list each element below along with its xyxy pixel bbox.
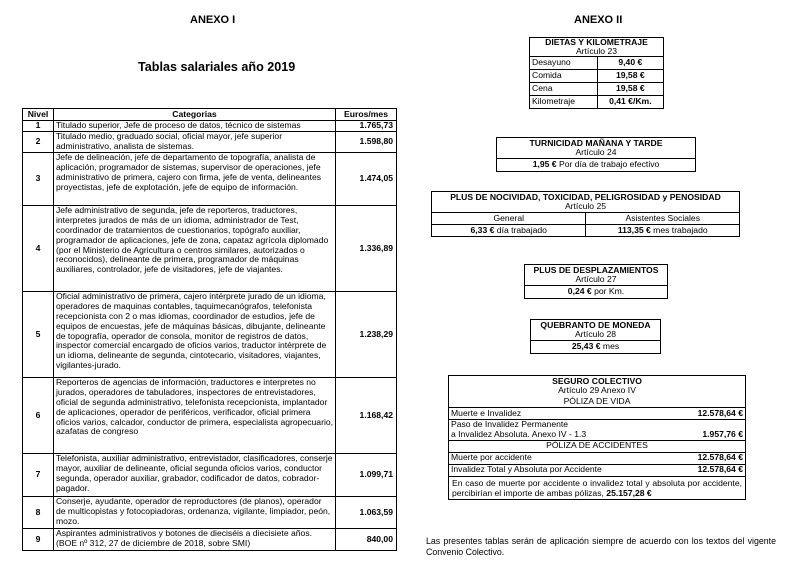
row-level: 1 — [23, 121, 54, 132]
seguro-nota: En caso de muerte por accidente o invalidez total y absoluta por accidente, percibirían el importe de ambas pólizas, — [452, 477, 742, 499]
dietas-item-label: Desayuno — [530, 57, 598, 70]
header-euros: Euros/mes — [336, 109, 397, 121]
nocividad-article: Artículo 25 — [564, 201, 607, 212]
nocividad-desc-asistentes: mes trabajado — [650, 224, 708, 235]
annex-i-heading: ANEXO I — [190, 14, 236, 26]
dietas-item-label: Cena — [530, 83, 598, 96]
desplazamientos-desc: por Km. — [591, 286, 625, 297]
quebranto-moneda-table — [530, 319, 661, 354]
turnicidad-amount: 1,95 € — [532, 159, 557, 170]
table-row — [23, 132, 397, 153]
row-value: 1.099,71 — [336, 454, 397, 497]
dietas-item-label: Comida — [530, 70, 598, 83]
plus-nocividad-table — [431, 191, 740, 237]
desplazamientos-amount: 0,24 € — [567, 286, 592, 297]
table-row — [23, 121, 397, 132]
row-value: 1.765,73 — [336, 121, 397, 132]
row-categories: Jefe de delineación, jefe de departamento de topografía, analista de aplicación, programador de sistemas, supervisor de operaciones, jefe administrativo de primera, cajero con firma, jefe de venta, delineantes proyectistas, jefe de explotación, jefe de equipo de información. — [53, 153, 335, 206]
seguro-nota-value: 25.157,28 € — [606, 488, 652, 499]
turnicidad-article: Artículo 24 — [575, 147, 617, 158]
row-categories: Jefe administrativo de segunda, jefe de reporteros, traductores, interpretes jurados de más de un idioma, administrador de Test, coordinador de tratamientos de cuestionarios, topógrafo auxiliar, programador de aplicaciones, jefe de zona, capataz agrícola diplomado (por el Ministerio de Agricultura o centros similares, autorizados o reconocidos), delineante de primera, programador de máquinas auxiliares, controlador, jefe de visitadores, jefe de viajantes. — [53, 206, 335, 292]
annex-ii-heading: ANEXO II — [574, 14, 623, 26]
row-categories: Conserje, ayudante, operador de reproductores (de planos), operador de multicopistas y fotocopiadoras, ordenanza, vigilante, limpiador, peón, mozo. — [53, 497, 335, 529]
header-categories: Categorias — [53, 109, 335, 121]
desplazamientos-title: PLUS DE DESPLAZAMIENTOS — [533, 265, 659, 275]
muerte-invalidez-value: 12.578,64 € — [674, 408, 746, 420]
quebranto-title: QUEBRANTO DE MONEDA — [540, 320, 651, 330]
dietas-item-value: 9,40 € — [597, 57, 663, 70]
table-row — [23, 206, 397, 292]
salary-table-header — [23, 109, 397, 121]
dietas-item-value: 0,41 €/Km. — [597, 96, 663, 109]
row-level: 2 — [23, 132, 54, 153]
row-value: 1.474,05 — [336, 153, 397, 206]
row-level: 5 — [23, 292, 54, 378]
row-value: 1.598,80 — [336, 132, 397, 153]
row-level: 4 — [23, 206, 54, 292]
table-row — [23, 153, 397, 206]
row-categories: Aspirantes administrativos y botones de dieciséis a diecisiete años. (BOE nº 312, 27 de diciembre de 2018, sobre SMI) — [53, 529, 335, 551]
seguro-title: SEGURO COLECTIVO — [552, 376, 642, 386]
row-level: 6 — [23, 378, 54, 454]
nocividad-value-general: 6,33 € — [470, 224, 495, 235]
poliza-accidentes-title: PÓLIZA DE ACCIDENTES — [449, 440, 746, 452]
row-level: 3 — [23, 153, 54, 206]
row-categories: Titulado superior, Jefe de proceso de datos, técnico de sistemas — [53, 121, 335, 132]
row-categories: Reporteros de agencias de información, traductores e interpretes no jurados, operadores de tabuladores, inspectores de entrevistadores, oficial de segunda administrativo, telefonista recepcionista, implantador de aplicaciones, operador de periféricos, verificador, oficial primera oficios varios, calcador, conductor de primera, especialista agropecuario, azafatas de congreso — [53, 378, 335, 454]
table-row — [23, 378, 397, 454]
dietas-item-value: 19,58 € — [597, 83, 663, 96]
row-value: 1.336,89 — [336, 206, 397, 292]
muerte-accidente-label: Muerte por accidente — [449, 452, 674, 464]
row-categories: Titulado medio, graduado social, oficial mayor, jefe superior administrativo, analista de sistemas. — [53, 132, 335, 153]
row-value: 1.238,29 — [336, 292, 397, 378]
seguro-article: Artículo 29 Anexo IV — [558, 385, 636, 396]
plus-desplazamientos-table — [524, 264, 668, 299]
paso-invalidez-value: 1.957,76 € — [674, 420, 746, 441]
nocividad-col-general: General — [432, 213, 586, 225]
salary-tables-title: Tablas salariales año 2019 — [138, 60, 296, 74]
header-level: Nivel — [23, 109, 54, 121]
row-categories: Oficial administrativo de primera, cajero intérprete jurado de un idioma, operadores de maquinas contables, taquimecanógrafos, telefonista recepcionista con 2 o mas idiomas, coordinador de estudios, jefe de equipos de encuestas, jefe de máquinas básicas, dibujante, delineante de topografía, operador de consola, monitor de registros de datos, inspector comercial encargado de oficios varios, traductor intérprete de un idioma, delineante de segunda, cintotecario, visitadores, viajantes, vigilantes-jurado. — [53, 292, 335, 378]
turnicidad-title: TURNICIDAD MAÑANA Y TARDE — [529, 138, 663, 148]
row-value: 840,00 — [336, 529, 397, 551]
row-level: 9 — [23, 529, 54, 551]
row-value: 1.168,42 — [336, 378, 397, 454]
desplazamientos-article: Artículo 27 — [575, 274, 617, 285]
paso-invalidez-line2: a Invalidez Absoluta. Anexo IV - 1.3 — [451, 428, 587, 439]
salary-table — [22, 108, 397, 551]
nocividad-desc-general: día trabajado — [494, 224, 547, 235]
table-row — [23, 292, 397, 378]
paso-invalidez-line1: Paso de Invalidez Permanente — [451, 419, 569, 430]
row-level: 7 — [23, 454, 54, 497]
table-row — [23, 497, 397, 529]
seguro-colectivo-table — [448, 375, 746, 500]
nocividad-value-asistentes: 113,35 € — [617, 224, 651, 235]
table-row — [23, 454, 397, 497]
invalidez-accidente-label: Invalidez Total y Absoluta por Accidente — [449, 464, 674, 476]
quebranto-article: Artículo 28 — [574, 329, 617, 340]
muerte-accidente-value: 12.578,64 € — [674, 452, 746, 464]
quebranto-desc: mes — [600, 341, 620, 352]
footer-note: Las presentes tablas serán de aplicación siempre de acuerdo con los textos del vigente Convenio Colectivo. — [426, 536, 776, 557]
turnicidad-table — [496, 137, 696, 172]
nocividad-title: PLUS DE NOCIVIDAD, TOXICIDAD, PELIGROSIDAD y PENOSIDAD — [450, 192, 721, 202]
muerte-invalidez-label: Muerte e Invalidez — [449, 408, 674, 420]
row-level: 8 — [23, 497, 54, 529]
dietas-article: Artículo 23 — [575, 46, 618, 57]
quebranto-amount: 25,43 € — [571, 341, 601, 352]
dietas-kilometraje-table — [529, 37, 664, 109]
dietas-title: DIETAS Y KILOMETRAJE — [545, 37, 648, 47]
turnicidad-desc: Por día de trabajo efectivo — [556, 159, 660, 170]
row-categories: Telefonista, auxiliar administrativo, entrevistador, clasificadores, conserje mayor, auxiliar de delineante, oficial segunda oficios varios, conductor segunda, operador auxiliar, grabador, codificador de datos, cobrador-pagador. — [53, 454, 335, 497]
poliza-vida-title: PÓLIZA DE VIDA — [449, 396, 746, 408]
invalidez-accidente-value: 12.578,64 € — [674, 464, 746, 476]
row-value: 1.063,59 — [336, 497, 397, 529]
dietas-item-label: Kilometraje — [530, 96, 598, 109]
nocividad-col-asistentes: Asistentes Sociales — [586, 213, 740, 225]
dietas-item-value: 19,58 € — [597, 70, 663, 83]
table-row — [23, 529, 397, 551]
